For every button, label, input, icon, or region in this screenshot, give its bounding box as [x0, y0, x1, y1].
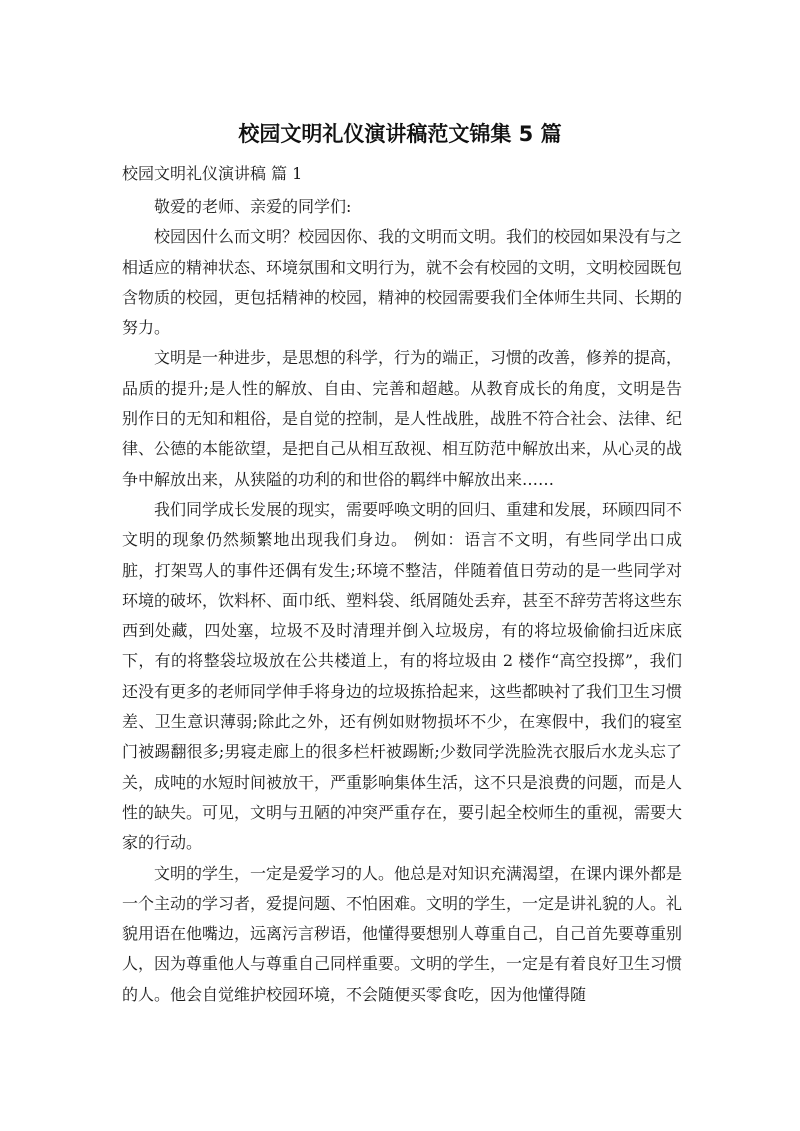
paragraph: 校园因什么而文明？校园因你、我的文明而文明。我们的校园如果没有与之相适应的精神状态、环境氛围和文明行为，就不会有校园的文明，文明校园既包含物质的校园，更包括精神的校园，精神的校园需要我们全体师生共同、长期的努力。 — [122, 227, 683, 338]
paragraph: 我们同学成长发展的现实，需要呼唤文明的回归、重建和发展，环顾四同不文明的现象仍然频繁地出现我们身边。 例如：语言不文明，有些同学出口成脏，打架骂人的事件还偶有发生;环境不整洁，伴随着值日劳动的是一些同学对环境的破坏，饮料杯、面巾纸、塑料袋、纸屑随处丢弃，甚至不辞劳苦将这些东西到处藏，四处塞，垃圾不及时清理并倒入垃圾房，有的将垃圾偷偷扫近床底下，有的将整袋垃圾放在公共楼道上，有的将垃圾由 2 楼作“高空投掷”，我们还没有更多的老师同学伸手将身边的垃圾拣拾起来，这些都映衬了我们卫生习惯差、卫生意识薄弱;除此之外，还有例如财物损坏不少，在寒假中，我们的寝室门被踢翻很多;男寝走廊上的很多栏杆被踢断;少数同学洗脸洗衣服后水龙头忘了关，成吨的水短时间被放干，严重影响集体生活，这不只是浪费的问题，而是人性的缺失。可见，文明与丑陋的冲突严重存在，要引起全校师生的重视，需要大家的行动。 — [122, 499, 683, 853]
paragraph: 文明是一种进步，是思想的科学，行为的端正，习惯的改善，修养的提高，品质的提升;是人性的解放、自由、完善和超越。从教育成长的角度，文明是告别作日的无知和粗俗，是自觉的控制，是人性战胜，战胜不符合社会、法律、纪律、公德的本能欲望，是把自己从相互敌视、相互防范中解放出来，从心灵的战争中解放出来，从狭隘的功利的和世俗的羁绊中解放出来…… — [122, 348, 683, 489]
document-body — [122, 192, 682, 1010]
document-title: 校园文明礼仪演讲稿范文锦集 5 篇 — [238, 122, 562, 146]
paragraph: 文明的学生，一定是爱学习的人。他总是对知识充满渴望，在课内课外都是一个主动的学习者，爱提问题、不怕困难。文明的学生，一定是讲礼貌的人。礼貌用语在他嘴边，远离污言秽语，他懂得要想别人尊重自己，自己首先要尊重别人，因为尊重他人与尊重自己同样重要。文明的学生，一定是有着良好卫生习惯的人。他会自觉维护校园环境，不会随便买零食吃，因为他懂得随 — [122, 863, 683, 1004]
paragraph-greeting: 敬爱的老师、亲爱的同学们: — [154, 197, 352, 216]
section-heading: 校园文明礼仪演讲稿 篇 1 — [122, 164, 303, 183]
